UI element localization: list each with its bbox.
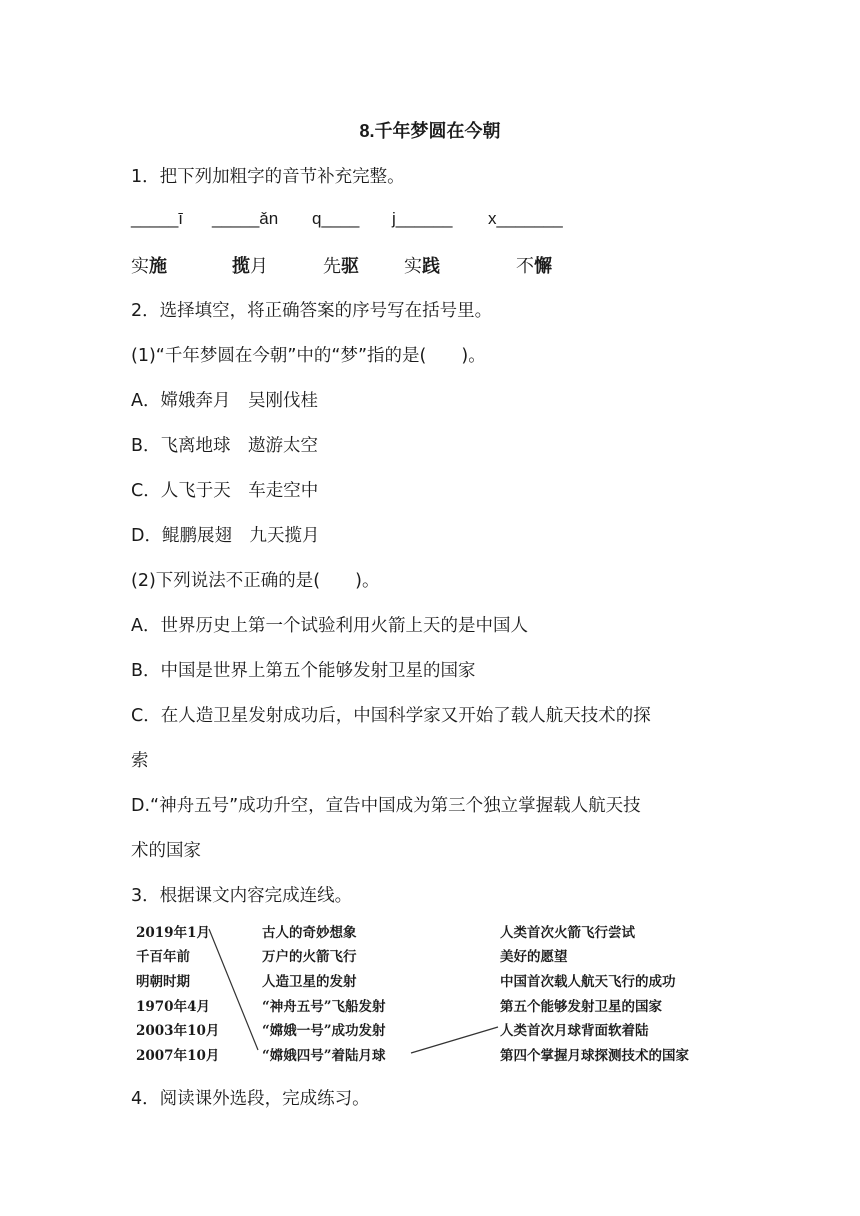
word-buxie: 不懈 (516, 256, 552, 277)
pinyin-blank-1: _____ī (131, 209, 183, 228)
significance-item: 第四个掌握月球探测技术的国家 (500, 1048, 689, 1064)
significance-item: 美好的愿望 (500, 949, 568, 965)
word-lanyue: 揽月 (232, 256, 268, 277)
event-item: “神舟五号”飞船发射 (262, 999, 386, 1015)
significance-item: 第五个能够发射卫星的国家 (500, 999, 662, 1015)
time-item: 明朝时期 (136, 974, 190, 990)
time-item: 1970年4月 (136, 999, 210, 1015)
match-line-2019-to-change4 (209, 929, 258, 1050)
q2-2-option-c-cont: 索 (131, 751, 149, 771)
question-3-prompt: 3．根据课文内容完成连线。 (131, 886, 353, 906)
pinyin-blank-4: j______ (392, 209, 453, 228)
word-shishi: 实施 (131, 256, 167, 277)
q2-2-option-b: B．中国是世界上第五个能够发射卫星的国家 (131, 661, 476, 681)
question-2-prompt: 2．选择填空，将正确答案的序号写在括号里。 (131, 301, 493, 321)
question-1-prompt: 1．把下列加粗字的音节补充完整。 (131, 167, 405, 187)
question-2-2: (2)下列说法不正确的是( )。 (131, 571, 380, 591)
word-shijian: 实践 (404, 256, 440, 277)
page-title: 8.千年梦圆在今朝 (359, 121, 501, 141)
event-item: 人造卫星的发射 (262, 974, 357, 990)
pinyin-blank-3: q____ (312, 209, 360, 228)
q2-1-option-a: A．嫦娥奔月 吴刚伐桂 (131, 391, 318, 411)
event-item: 万户的火箭飞行 (262, 949, 357, 965)
significance-item: 人类首次月球背面软着陆 (500, 1023, 649, 1039)
time-item: 千百年前 (136, 949, 190, 965)
match-line-change4-to-farside (411, 1027, 498, 1053)
time-item: 2007年10月 (136, 1048, 220, 1064)
q2-1-option-c: C．人飞于天 车走空中 (131, 481, 319, 501)
question-2-1: (1)“千年梦圆在今朝”中的“梦”指的是( )。 (131, 346, 486, 366)
pinyin-blank-2: _____ǎn (212, 209, 279, 228)
q2-2-option-d-cont: 术的国家 (131, 841, 201, 861)
question-4-prompt: 4．阅读课外选段，完成练习。 (131, 1089, 370, 1109)
time-item: 2003年10月 (136, 1023, 220, 1039)
q2-2-option-c: C．在人造卫星发射成功后，中国科学家又开始了载人航天技术的探 (131, 706, 651, 726)
pinyin-blank-5: x_______ (488, 209, 563, 228)
significance-item: 中国首次载人航天飞行的成功 (500, 974, 676, 990)
q2-2-option-a: A．世界历史上第一个试验利用火箭上天的是中国人 (131, 616, 528, 636)
time-item: 2019年1月 (136, 925, 210, 941)
significance-item: 人类首次火箭飞行尝试 (500, 925, 635, 941)
event-item: 古人的奇妙想象 (262, 925, 357, 941)
q2-2-option-d: D.“神舟五号”成功升空，宣告中国成为第三个独立掌握载人航天技 (131, 796, 641, 816)
word-xianqu: 先驱 (323, 256, 359, 277)
event-item: “嫦娥四号”着陆月球 (262, 1048, 386, 1064)
event-item: “嫦娥一号”成功发射 (262, 1023, 386, 1039)
q2-1-option-b: B．飞离地球 遨游太空 (131, 436, 319, 456)
q2-1-option-d: D．鲲鹏展翅 九天揽月 (131, 526, 320, 546)
